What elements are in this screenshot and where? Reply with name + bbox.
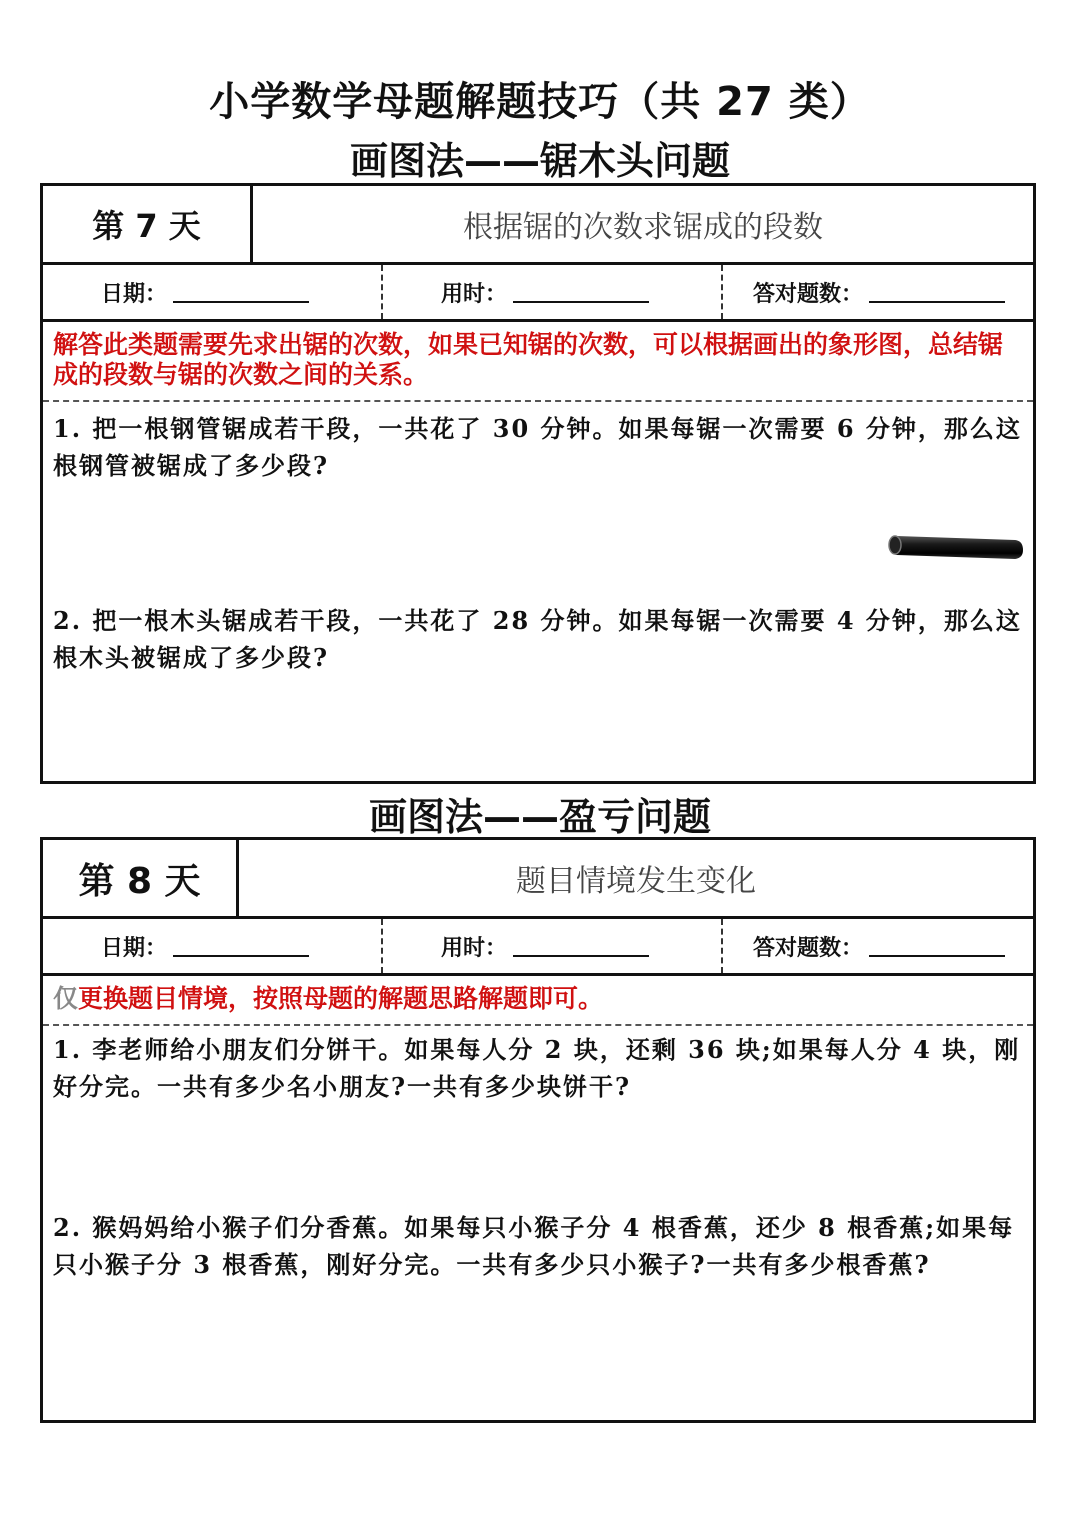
meta-row — [43, 265, 1033, 322]
date-label: 日期： — [101, 935, 168, 961]
steel-pipe-image — [887, 528, 1027, 564]
correct-count-label: 答对题数： — [753, 281, 864, 307]
question-2: 2. 把一根木头锯成若干段，一共花了 28 分钟。如果每锯一次需要 4 分钟，那么这根木头被锯成了多少段? — [53, 606, 1022, 672]
correct-count-label: 答对题数： — [753, 935, 864, 961]
method-tip: 解答此类题需要先求出锯的次数，如果已知锯的次数，可以根据画出的象形图，总结锯成的段数与锯的次数之间的关系。 — [43, 322, 1033, 402]
meta-row — [43, 919, 1033, 976]
time-field[interactable] — [381, 265, 721, 319]
date-field[interactable] — [43, 265, 381, 319]
day-label: 第 7 天 — [43, 186, 253, 262]
correct-count-field[interactable] — [721, 919, 1033, 973]
time-label: 用时： — [441, 935, 508, 961]
topic-label: 根据锯的次数求锯成的段数 — [463, 210, 823, 245]
question-2: 2. 猴妈妈给小猴子们分香蕉。如果每只小猴子分 4 根香蕉，还少 8 根香蕉;如果每只小猴子分 3 根香蕉，刚好分完。一共有多少只小猴子?一共有多少根香蕉? — [53, 1213, 1015, 1279]
date-field[interactable] — [43, 919, 381, 973]
topic-label: 题目情境发生变化 — [516, 864, 756, 899]
method-tip — [43, 976, 1033, 1026]
time-field[interactable] — [381, 919, 721, 973]
worksheet-card-day8 — [40, 837, 1036, 1423]
time-blank[interactable] — [513, 281, 649, 303]
question-1: 1. 把一根钢管锯成若干段，一共花了 30 分钟。如果每锯一次需要 6 分钟，那么这根钢管被锯成了多少段? — [53, 414, 1022, 480]
correct-count-blank[interactable] — [869, 281, 1005, 303]
question-1: 1. 李老师给小朋友们分饼干。如果每人分 2 块，还剩 36 块;如果每人分 4 块，刚好分完。一共有多少名小朋友?一共有多少块饼干? — [53, 1035, 1021, 1101]
correct-count-field[interactable] — [721, 265, 1033, 319]
time-blank[interactable] — [513, 935, 649, 957]
tip-text: 更换题目情境，按照母题的解题思路解题即可。 — [78, 984, 604, 1013]
card-header — [43, 186, 1033, 265]
time-label: 用时： — [441, 281, 508, 307]
correct-count-blank[interactable] — [869, 935, 1005, 957]
worksheet-card-day7 — [40, 183, 1036, 784]
tip-prefix: 仅 — [53, 984, 79, 1013]
date-blank[interactable] — [173, 281, 309, 303]
section-heading-surplus: 画图法——盈亏问题 — [368, 795, 711, 839]
card-header — [43, 840, 1033, 919]
day-label: 第 8 天 — [43, 840, 239, 916]
date-blank[interactable] — [173, 935, 309, 957]
page-title: 小学数学母题解题技巧（共 27 类） — [209, 79, 871, 125]
date-label: 日期： — [101, 281, 168, 307]
section-heading-sawing: 画图法——锯木头问题 — [349, 139, 730, 183]
